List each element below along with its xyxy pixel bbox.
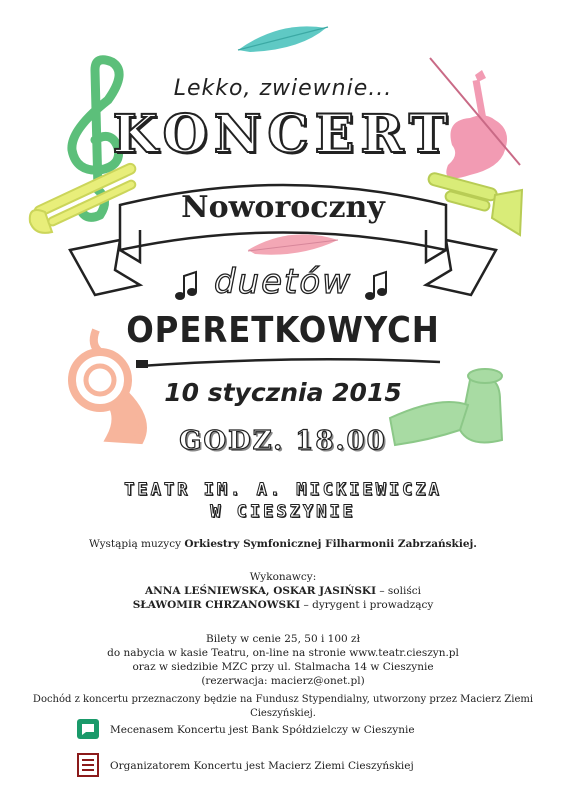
soloists-names: ANNA LEŚNIEWSKA, OSKAR JASIŃSKI <box>145 585 376 597</box>
bank-logo-icon <box>76 718 100 740</box>
duets-text: duetów <box>214 262 352 302</box>
feather-icon <box>238 26 328 52</box>
conductor-role: – dyrygent i prowadzący <box>300 599 434 611</box>
tickets-line-1: Bilety w cenie 25, 50 i 100 zł <box>206 633 360 645</box>
event-date: 10 stycznia 2015 <box>164 378 402 407</box>
performers-block <box>0 570 566 612</box>
soloists-line <box>0 584 566 598</box>
tickets-line-3: oraz w siedzibie MZC przy ul. Stalmacha 14 w Cieszynie <box>132 661 434 673</box>
event-time: GODZ. 18.00 <box>179 426 387 456</box>
conductor-line <box>0 598 566 612</box>
operettas-text: OPERETKOWYCH <box>126 310 440 351</box>
performers-label: Wykonawcy: <box>249 571 317 583</box>
page-title: KONCERT <box>112 104 454 165</box>
tickets-block <box>0 632 566 688</box>
macierz-logo-icon <box>76 752 100 778</box>
banner-text: Noworoczny <box>181 190 385 225</box>
organizer-text: Organizatorem Koncertu jest Macierz Ziemi Cieszyńskiej <box>110 760 414 772</box>
venue-line-2: W CIESZYNIE <box>210 502 356 522</box>
orchestra-name: Orkiestry Symfonicznej Filharmonii Zabrzańskiej. <box>184 538 477 550</box>
venue-line-1: TEATR IM. A. MICKIEWICZA <box>124 480 442 500</box>
bow-icon <box>136 359 440 368</box>
tickets-line-4: (rezerwacja: macierz@onet.pl) <box>201 675 365 687</box>
conductor-name: SŁAWOMIR CHRZANOWSKI <box>132 599 301 611</box>
proceeds-text: Dochód z koncertu przeznaczony będzie na Fundusz Stypendialny, utworzony przez Macierz Ziemi Cieszyńskiej. <box>32 694 534 719</box>
orchestra-intro-prefix: Wystąpią muzycy <box>89 538 185 550</box>
tickets-line-2: do nabycia w kasie Teatru, on-line na stronie www.teatr.cieszyn.pl <box>107 647 459 659</box>
patron-text: Mecenasem Koncertu jest Bank Spółdzielczy w Cieszynie <box>110 724 415 736</box>
feather-icon <box>248 234 338 254</box>
subtitle: Lekko, zwiewnie... <box>173 76 393 101</box>
orchestra-intro <box>0 537 566 551</box>
soloists-role: – soliści <box>375 585 421 597</box>
